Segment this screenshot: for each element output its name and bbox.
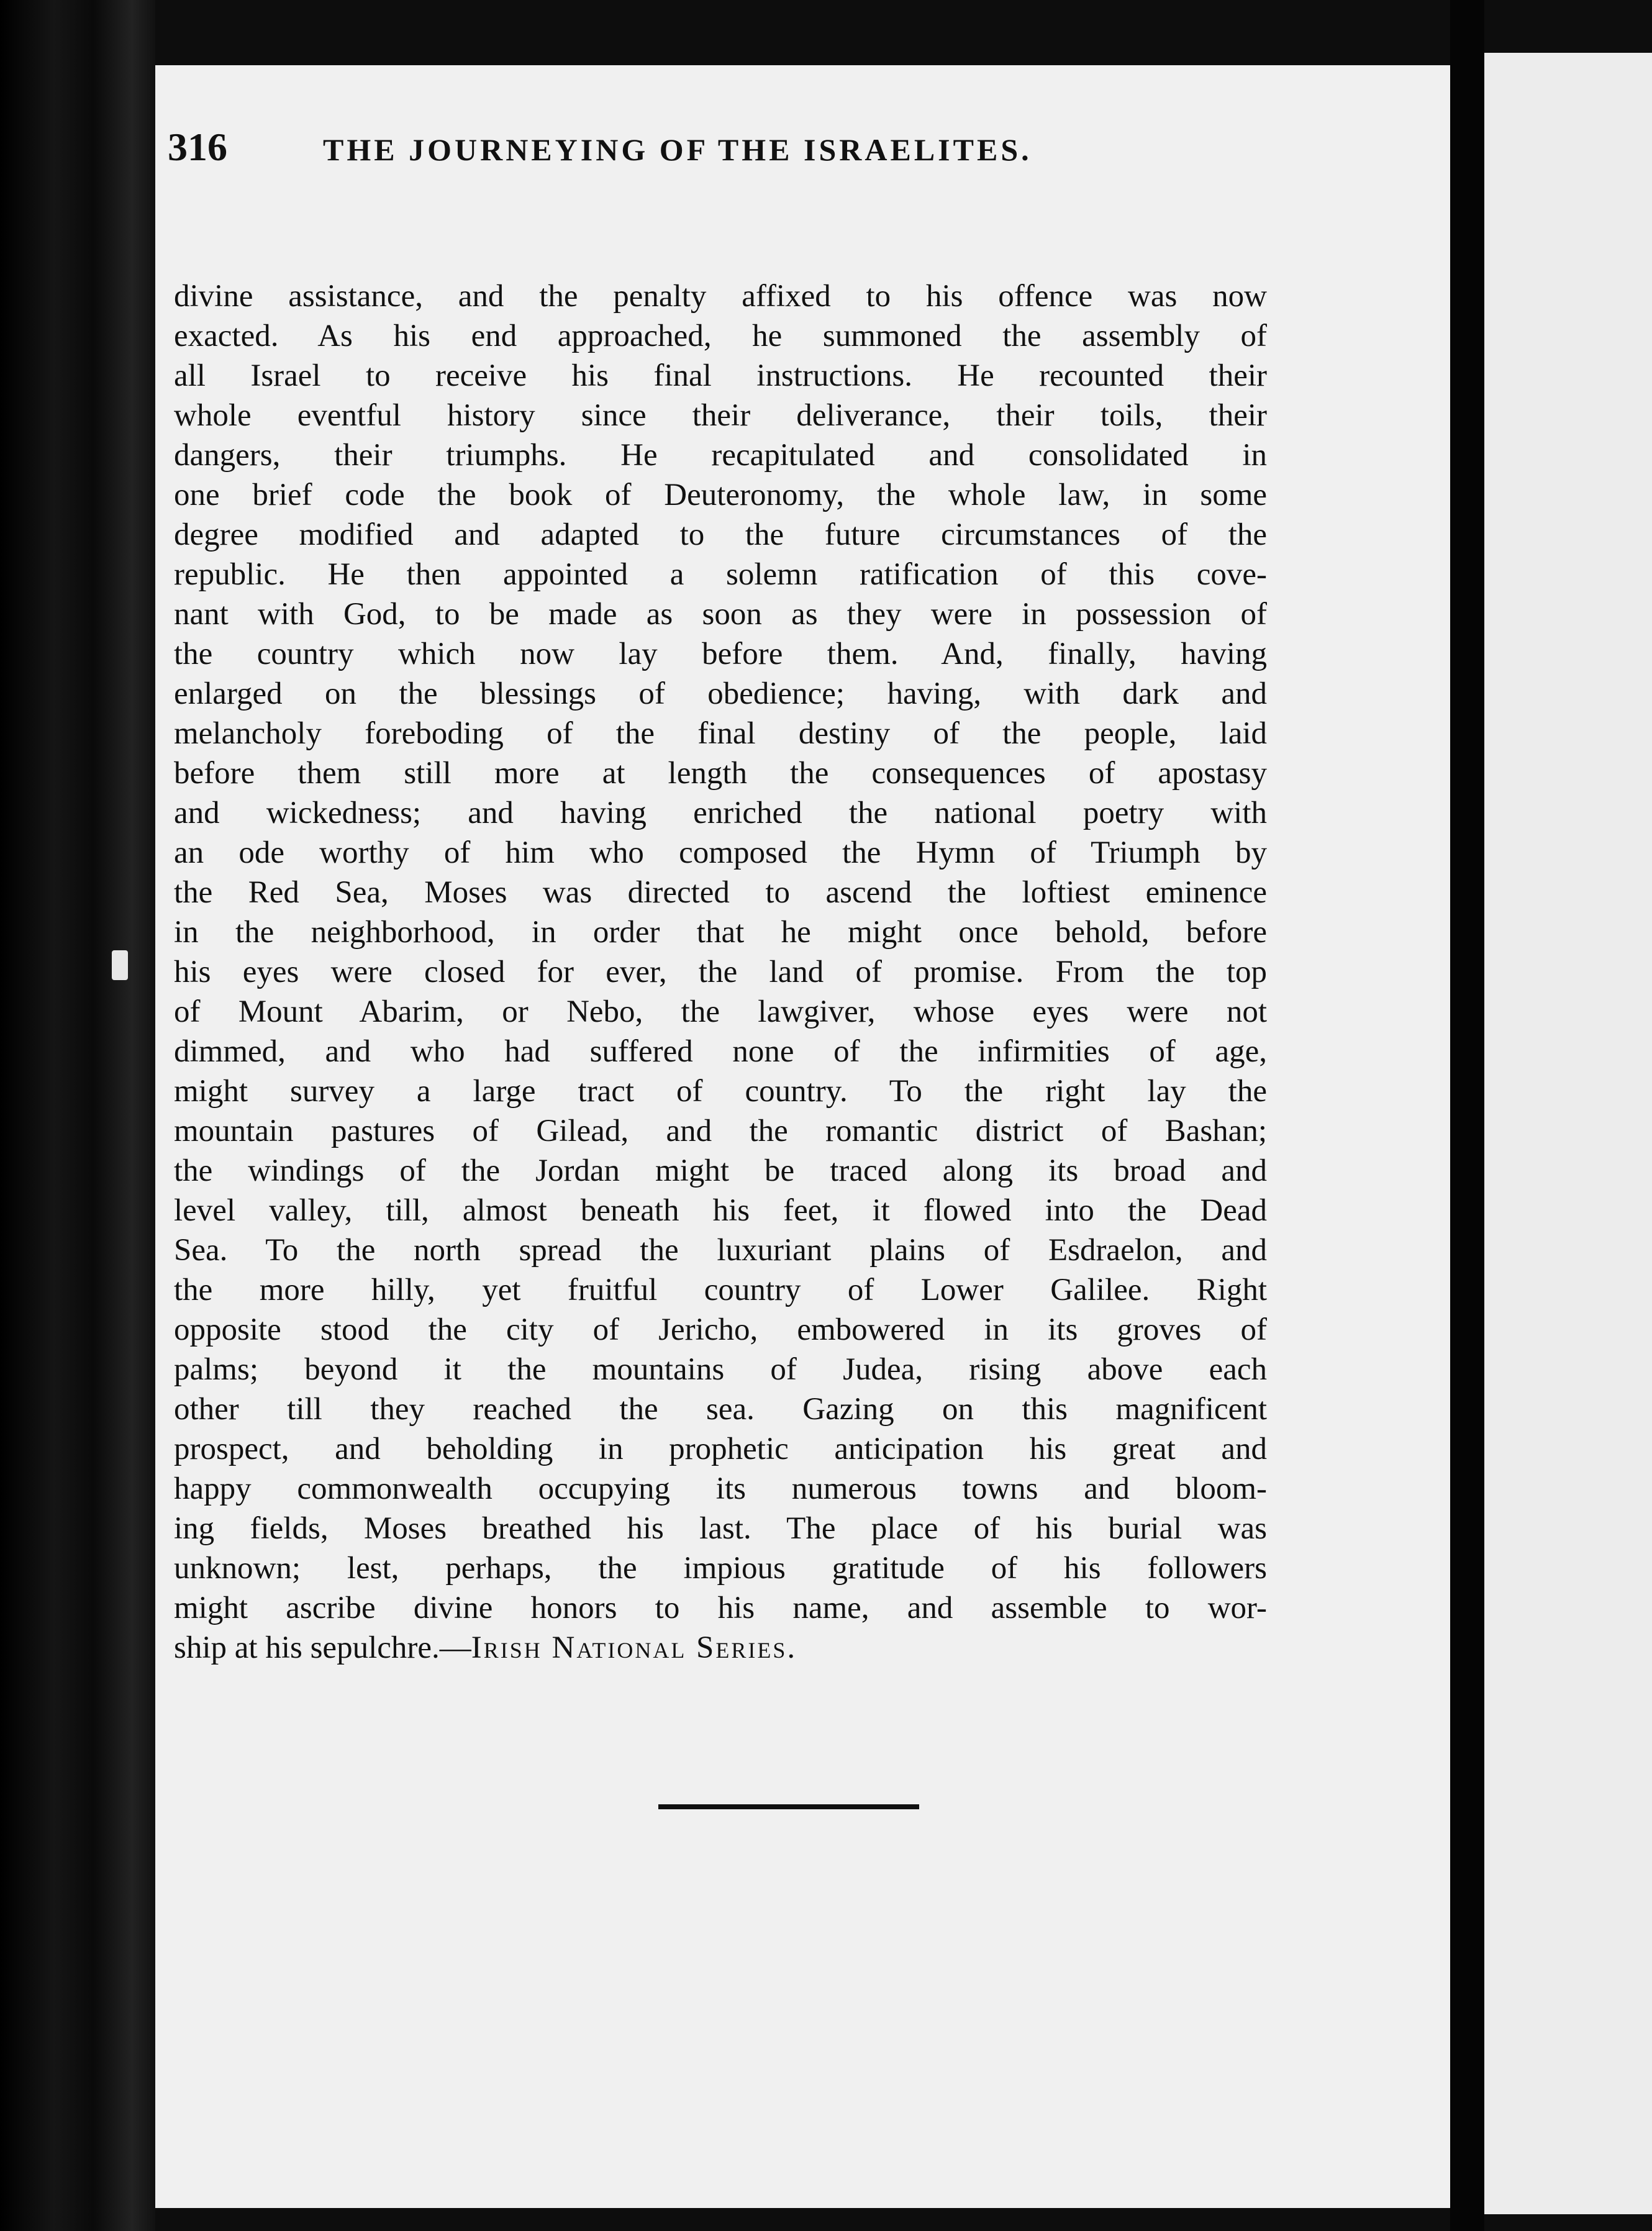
text-line: palms; beyond it the mountains of Judea, rising above each (174, 1352, 1267, 1387)
text-line: of Mount Abarim, or Nebo, the lawgiver, whose eyes were not (174, 994, 1267, 1029)
text-line: the country which now lay before them. And, finally, having (174, 637, 1267, 671)
text-line: an ode worthy of him who composed the Hymn of Triumph by (174, 835, 1267, 870)
text-line: one brief code the book of Deuteronomy, the whole law, in some (174, 478, 1267, 512)
text-line: level valley, till, almost beneath his feet, it flowed into the Dead (174, 1193, 1267, 1228)
text-line: unknown; lest, perhaps, the impious gratitude of his followers (174, 1551, 1267, 1586)
book-binding-edge (0, 0, 155, 2231)
text-line: in the neighborhood, in order that he might once behold, before (174, 915, 1267, 950)
text-line: exacted. As his end approached, he summoned the assembly of (174, 319, 1267, 353)
running-title: THE JOURNEYING OF THE ISRAELITES. (323, 132, 1032, 167)
text-line: other till they reached the sea. Gazing on this magnificent (174, 1392, 1267, 1427)
end-rule (658, 1804, 919, 1809)
final-text-line (174, 1628, 1267, 1668)
page-number: 316 (168, 125, 227, 169)
text-line: whole eventful history since their deliverance, their toils, their (174, 398, 1267, 433)
text-line: divine assistance, and the penalty affixed to his offence was now (174, 279, 1267, 314)
text-line: opposite stood the city of Jericho, embowered in its groves of (174, 1312, 1267, 1347)
text-line: the Red Sea, Moses was directed to ascend the loftiest eminence (174, 875, 1267, 910)
text-line: dangers, their triumphs. He recapitulated and consolidated in (174, 438, 1267, 473)
text-line: republic. He then appointed a solemn ratification of this cove- (174, 557, 1267, 592)
running-head (168, 124, 1248, 199)
page-gutter (1450, 0, 1484, 2231)
text-line: degree modified and adapted to the future circumstances of the (174, 517, 1267, 552)
text-line: might survey a large tract of country. To the right lay the (174, 1074, 1267, 1109)
text-line: before them still more at length the consequences of apostasy (174, 756, 1267, 791)
text-line: all Israel to receive his final instructions. He recounted their (174, 358, 1267, 393)
binding-mark (112, 950, 128, 980)
text-line: his eyes were closed for ever, the land of promise. From the top (174, 955, 1267, 989)
text-line: ing fields, Moses breathed his last. The place of his burial was (174, 1511, 1267, 1546)
text-line: enlarged on the blessings of obedience; having, with dark and (174, 676, 1267, 711)
text-line: mountain pastures of Gilead, and the romantic district of Bashan; (174, 1114, 1267, 1148)
text-line: might ascribe divine honors to his name, and assemble to wor- (174, 1591, 1267, 1625)
text-line: the windings of the Jordan might be traced along its broad and (174, 1153, 1267, 1188)
text-line: prospect, and beholding in prophetic anticipation his great and (174, 1432, 1267, 1466)
body-text (174, 276, 1267, 1668)
text-line: happy commonwealth occupying its numerous towns and bloom- (174, 1471, 1267, 1506)
text-line: nant with God, to be made as soon as they were in possession of (174, 597, 1267, 632)
attribution: Irish National Series. (471, 1630, 797, 1665)
text-line: and wickedness; and having enriched the national poetry with (174, 796, 1267, 830)
facing-page-edge (1484, 53, 1652, 2214)
text-line: Sea. To the north spread the luxuriant plains of Esdraelon, and (174, 1233, 1267, 1268)
final-line-text: ship at his sepulchre.— (174, 1630, 471, 1665)
text-line: the more hilly, yet fruitful country of Lower Galilee. Right (174, 1273, 1267, 1307)
text-line: melancholy foreboding of the final destiny of the people, laid (174, 716, 1267, 751)
text-line: dimmed, and who had suffered none of the infirmities of age, (174, 1034, 1267, 1069)
